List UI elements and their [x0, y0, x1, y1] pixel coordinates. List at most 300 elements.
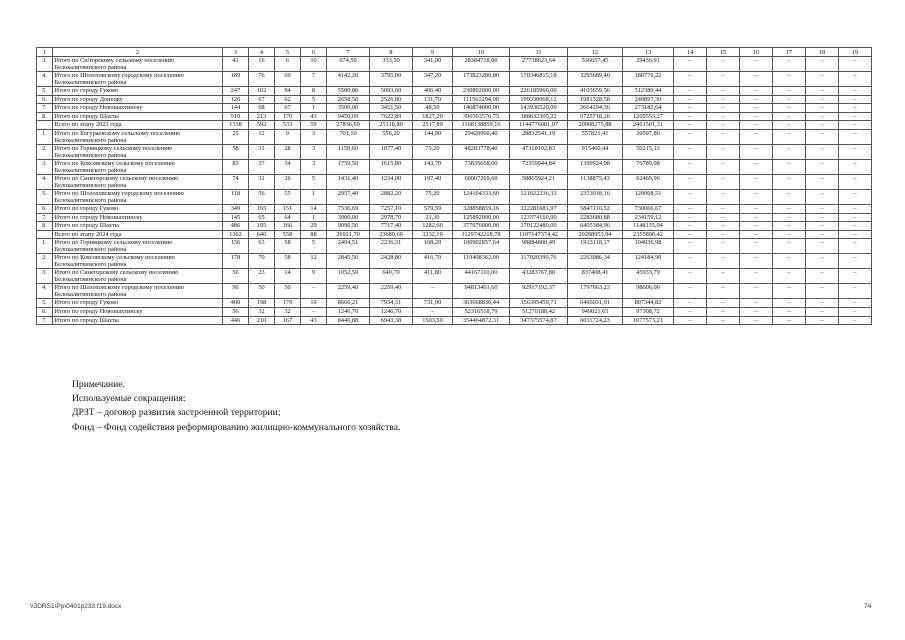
table-cell: 3500,00 — [327, 104, 370, 113]
table-cell: – — [773, 72, 806, 87]
table-cell: 7622,89 — [370, 112, 413, 121]
table-cell: – — [674, 112, 707, 121]
table-cell: – — [839, 213, 872, 222]
table-cell: – — [674, 230, 707, 239]
table-cell: 5. — [37, 87, 53, 96]
notes-block — [72, 378, 400, 435]
table-cell: 731,90 — [413, 299, 453, 308]
table-cell: 406,40 — [413, 87, 453, 96]
table-cell: – — [674, 121, 707, 130]
table-cell: – — [674, 104, 707, 113]
table-cell: – — [839, 121, 872, 130]
table-cell: 146874000,00 — [453, 104, 510, 113]
table-cell: 45933,79 — [623, 269, 674, 284]
table-cell: 26 — [275, 174, 301, 189]
table-cell: 143,70 — [413, 159, 453, 174]
table-cell: 10 — [301, 57, 327, 72]
table-cell: – — [707, 121, 740, 130]
table-cell: – — [806, 57, 839, 72]
table-cell: – — [806, 112, 839, 121]
table-cell: 341,00 — [413, 57, 453, 72]
table-cell: – — [773, 307, 806, 316]
table-cell: 1077573,21 — [623, 316, 674, 325]
table-cell: – — [740, 129, 773, 144]
table-cell: 52316518,79 — [453, 307, 510, 316]
table-cell: – — [839, 254, 872, 269]
table-cell: 41 — [223, 57, 249, 72]
table-cell: 198 — [249, 299, 275, 308]
table-cell: 151 — [275, 204, 301, 213]
table-cell: 58865924,21 — [510, 174, 568, 189]
table-cell: 104936,98 — [623, 239, 674, 254]
column-number-4: 4 — [249, 48, 275, 57]
table-cell: 58 — [275, 239, 301, 254]
table-cell: 56 — [223, 307, 249, 316]
table-cell: – — [773, 230, 806, 239]
notes-abbr-title: Используемые сокращения: — [72, 393, 186, 405]
table-cell: 1431,40 — [327, 174, 370, 189]
table-cell: 347375574,87 — [510, 316, 568, 325]
table-cell: 226185960,00 — [510, 87, 568, 96]
table-cell: 145 — [223, 213, 249, 222]
table-cell: 1503,50 — [413, 316, 453, 325]
table-cell: 2259,40 — [370, 284, 413, 299]
table-cell: 50 — [275, 284, 301, 299]
table-cell: – — [707, 230, 740, 239]
table-cell: – — [806, 72, 839, 87]
footer-file-path: \\3DRS1\Pp\0401p233.f19.docx — [30, 603, 122, 610]
table-cell: 512380,44 — [623, 87, 674, 96]
table-row — [37, 204, 872, 213]
table-cell: 180776,22 — [623, 72, 674, 87]
table-cell: 2978,70 — [370, 213, 413, 222]
table-cell: – — [839, 104, 872, 113]
table-cell: 2882,20 — [370, 189, 413, 204]
table-cell: 674,50 — [327, 57, 370, 72]
table-cell: 170346815,18 — [510, 72, 568, 87]
table-cell: 16 — [249, 57, 275, 72]
table-cell: – — [773, 222, 806, 231]
table-cell: 25318,80 — [370, 121, 413, 130]
table-cell: 102 — [249, 87, 275, 96]
table-cell: 121622236,33 — [510, 189, 568, 204]
table-cell: – — [740, 95, 773, 104]
table-cell: – — [839, 57, 872, 72]
table-cell: 58 — [275, 254, 301, 269]
table-cell: 807344,82 — [623, 299, 674, 308]
table-cell: 29 — [301, 222, 327, 231]
table-cell: 1615,80 — [370, 159, 413, 174]
table-cell: 143936520,00 — [510, 104, 568, 113]
table-cell: – — [740, 189, 773, 204]
table-cell: 2404,51 — [327, 239, 370, 254]
table-cell: 29420960,40 — [453, 129, 510, 144]
table-cell: – — [839, 222, 872, 231]
table-cell: – — [674, 204, 707, 213]
row-name-cell: Итого по Шолоховскому городскому поселению Белокалитвинского района — [53, 189, 223, 204]
table-cell: – — [740, 159, 773, 174]
table-cell: 21,30 — [413, 213, 453, 222]
row-name-cell: Итого по Синегорскому сельскому поселению Белокалитвинского района — [53, 174, 223, 189]
table-cell: 3 — [301, 159, 327, 174]
table-row — [37, 159, 872, 174]
table-cell: 94 — [275, 87, 301, 96]
table-cell: 111561294,00 — [453, 95, 510, 104]
column-number-17: 17 — [773, 48, 806, 57]
table-cell: – — [707, 316, 740, 325]
table-cell: 67 — [275, 104, 301, 113]
table-cell: – — [773, 254, 806, 269]
table-row — [37, 121, 872, 130]
row-name-cell: Всего по этапу 2023 года — [53, 121, 223, 130]
table-cell: 117020390,76 — [510, 254, 568, 269]
table-cell: – — [806, 159, 839, 174]
table-cell: 1168138859,16 — [453, 121, 510, 130]
column-number-10: 10 — [453, 48, 510, 57]
table-cell: 701,10 — [327, 129, 370, 144]
table-cell: 98606,00 — [623, 284, 674, 299]
table-cell: – — [674, 144, 707, 159]
table-cell: 210 — [249, 316, 275, 325]
table-cell: 5500,00 — [327, 87, 370, 96]
table-row — [37, 174, 872, 189]
table-cell: 173823280,80 — [453, 72, 510, 87]
table-cell: 2259,40 — [327, 284, 370, 299]
table-cell: 4. — [37, 174, 53, 189]
table-cell: 1. — [37, 129, 53, 144]
table-row — [37, 72, 872, 87]
table-cell: 356395459,71 — [510, 299, 568, 308]
table-cell: – — [707, 204, 740, 213]
column-number-14: 14 — [674, 48, 707, 57]
table-cell: 69 — [275, 72, 301, 87]
table-cell: 730066,67 — [623, 204, 674, 213]
column-number-15: 15 — [707, 48, 740, 57]
table-cell: 167 — [275, 316, 301, 325]
table-cell: 125892000,00 — [453, 213, 510, 222]
table-cell: – — [301, 307, 327, 316]
table-cell: – — [707, 269, 740, 284]
table-cell: – — [707, 239, 740, 254]
column-number-19: 19 — [839, 48, 872, 57]
table-cell: 23689,60 — [370, 230, 413, 239]
table-cell: 59 — [301, 121, 327, 130]
table-cell: 557821,41 — [568, 129, 623, 144]
table-cell: 1. — [37, 239, 53, 254]
table-cell: 1 — [301, 213, 327, 222]
table-row — [37, 189, 872, 204]
table-cell: 1981328,58 — [568, 95, 623, 104]
notes-line-fund: Фонд – Фонд содействия реформированию жилищно-коммунального хозяйства. — [72, 421, 401, 433]
table-cell: 67 — [249, 95, 275, 104]
table-cell: 124184,90 — [623, 254, 674, 269]
table-cell: 90 — [223, 284, 249, 299]
table-cell: 6 — [275, 57, 301, 72]
table-cell: 75,20 — [413, 189, 453, 204]
table-cell: 3 — [301, 144, 327, 159]
table-cell: 510 — [223, 112, 249, 121]
row-name-cell: Итого по Коксовскому сельскому поселению Белокалитвинского района — [53, 254, 223, 269]
column-number-13: 13 — [623, 48, 674, 57]
table-cell: 2428,80 — [370, 254, 413, 269]
table-cell: 48283778,40 — [453, 144, 510, 159]
table-cell: 949021,65 — [568, 307, 623, 316]
table-cell: – — [740, 57, 773, 72]
table-cell: 197,40 — [413, 174, 453, 189]
table-cell: 50215,13 — [623, 144, 674, 159]
table-cell: 28832541,19 — [510, 129, 568, 144]
table-cell: 213 — [249, 112, 275, 121]
table-cell: – — [740, 222, 773, 231]
table-cell: 44167110,00 — [453, 269, 510, 284]
table-cell: – — [806, 87, 839, 96]
table-cell: 6466031,91 — [568, 299, 623, 308]
table-cell: 5. — [37, 189, 53, 204]
row-name-cell: Итого по городу Новошахтинску — [53, 213, 223, 222]
footer-page-number: 74 — [864, 603, 872, 610]
table-cell: 1399924,08 — [568, 159, 623, 174]
table-cell: 2353018,16 — [568, 189, 623, 204]
table-cell: – — [740, 87, 773, 96]
table-cell: – — [674, 95, 707, 104]
table-cell: 2658,50 — [327, 95, 370, 104]
table-cell: – — [773, 284, 806, 299]
table-cell: 178 — [223, 254, 249, 269]
table-cell: – — [773, 213, 806, 222]
table-cell: – — [707, 159, 740, 174]
table-cell: – — [707, 95, 740, 104]
column-number-8: 8 — [370, 48, 413, 57]
table-cell: 8. — [37, 222, 53, 231]
table-cell: 170 — [275, 112, 301, 121]
table-cell: – — [839, 316, 872, 325]
table-cell: 62469,96 — [623, 174, 674, 189]
table-cell: 2. — [37, 144, 53, 159]
column-number-7: 7 — [327, 48, 370, 57]
table-cell: – — [806, 307, 839, 316]
table-cell: 29436,91 — [623, 57, 674, 72]
row-name-cell: Итого по городу Шахты — [53, 112, 223, 121]
table-cell: 3795,00 — [370, 72, 413, 87]
table-cell: 388632305,22 — [510, 112, 568, 121]
table-cell: 9 — [301, 269, 327, 284]
table-cell: 2845,50 — [327, 254, 370, 269]
table-cell: 6725718,26 — [568, 112, 623, 121]
table-cell: 98884800,49 — [510, 239, 568, 254]
table-cell: – — [773, 129, 806, 144]
table-cell: 1205553,27 — [623, 112, 674, 121]
table-cell: 83 — [223, 159, 249, 174]
table-cell: 4103659,56 — [568, 87, 623, 96]
row-name-cell: Итого по Синегорскому сельскому поселению Белокалитвинского района — [53, 269, 223, 284]
table-cell: 3000,00 — [327, 213, 370, 222]
table-cell: 230802000,00 — [453, 87, 510, 96]
table-cell: 1129742218,78 — [453, 230, 510, 239]
table-cell: 43283767,80 — [510, 269, 568, 284]
table-cell: 47318102,83 — [510, 144, 568, 159]
row-name-cell: Итого по Шолоховскому городскому поселению Белокалитвинского района — [53, 72, 223, 87]
table-cell: – — [773, 316, 806, 325]
table-cell: – — [740, 72, 773, 87]
table-cell: 56 — [249, 189, 275, 204]
table-cell: 12 — [249, 129, 275, 144]
table-cell: – — [806, 95, 839, 104]
table-cell: 396563576,75 — [453, 112, 510, 121]
table-cell: 9090,50 — [327, 222, 370, 231]
table-cell: 72359944,84 — [510, 159, 568, 174]
table-row — [37, 284, 872, 299]
table-cell: 65 — [249, 213, 275, 222]
table-cell: 646 — [249, 230, 275, 239]
table-cell: 9450,09 — [327, 112, 370, 121]
table-cell: – — [707, 284, 740, 299]
table-row — [37, 222, 872, 231]
table-row — [37, 57, 872, 72]
row-name-cell: Итого по городу Шахты — [53, 222, 223, 231]
column-number-18: 18 — [806, 48, 839, 57]
table-cell: – — [806, 104, 839, 113]
table-cell: – — [674, 72, 707, 87]
column-number-11: 11 — [510, 48, 568, 57]
row-name-cell: Итого по городу Донецку — [53, 95, 223, 104]
table-cell: – — [707, 72, 740, 87]
table-cell: 1282,60 — [413, 222, 453, 231]
table-cell: – — [806, 239, 839, 254]
table-cell: 5 — [301, 174, 327, 189]
table-cell: – — [707, 57, 740, 72]
table-cell: 189 — [223, 72, 249, 87]
notes-heading: Примечание. — [72, 379, 125, 390]
table-cell: 48,50 — [413, 104, 453, 113]
table-cell: – — [740, 254, 773, 269]
table-cell: 31 — [249, 174, 275, 189]
table-cell: – — [839, 269, 872, 284]
table-cell: 63 — [249, 239, 275, 254]
notes-line-drzt: ДРЗТ – договор развития застроенной территории; — [72, 407, 281, 419]
table-cell: – — [674, 174, 707, 189]
table-cell: 5 — [301, 95, 327, 104]
table-cell: 1 — [301, 104, 327, 113]
table-cell: 70 — [249, 254, 275, 269]
table-cell: – — [839, 230, 872, 239]
table-cell: 12 — [301, 254, 327, 269]
table-cell: – — [773, 95, 806, 104]
table-cell: – — [740, 230, 773, 239]
table-cell: 26921,70 — [327, 230, 370, 239]
table-cell: – — [839, 95, 872, 104]
table-cell: – — [707, 307, 740, 316]
table-cell: 234159,12 — [623, 213, 674, 222]
table-cell: – — [740, 104, 773, 113]
table-row — [37, 104, 872, 113]
table-cell: – — [773, 299, 806, 308]
table-cell: – — [674, 189, 707, 204]
table-cell: – — [707, 174, 740, 189]
table-cell: 55 — [275, 189, 301, 204]
table-cell: 28 — [275, 144, 301, 159]
table-cell: 129068,51 — [623, 189, 674, 204]
table-cell: – — [674, 299, 707, 308]
column-number-9: 9 — [413, 48, 453, 57]
table-cell: 23 — [249, 269, 275, 284]
table-row — [37, 87, 872, 96]
table-cell: 400 — [223, 299, 249, 308]
table-cell: 7536,69 — [327, 204, 370, 213]
table-cell: – — [674, 129, 707, 144]
row-name-cell: Итого по городу Шахты — [53, 316, 223, 325]
table-cell: – — [674, 316, 707, 325]
table-cell: – — [740, 213, 773, 222]
table-cell: – — [740, 239, 773, 254]
table-cell: 333,50 — [370, 57, 413, 72]
table-cell: 2526,80 — [370, 95, 413, 104]
table-cell: 2283680,88 — [568, 213, 623, 222]
table-cell: – — [674, 159, 707, 174]
table-cell: 168,20 — [413, 239, 453, 254]
table-cell: 1338 — [223, 121, 249, 130]
table-cell: 6. — [37, 307, 53, 316]
table-cell: – — [773, 87, 806, 96]
column-number-16: 16 — [740, 48, 773, 57]
table-cell: – — [773, 159, 806, 174]
table-cell: 7257,10 — [370, 204, 413, 213]
row-name-cell: Итого по городу Гуково — [53, 204, 223, 213]
table-cell: – — [773, 189, 806, 204]
table-cell: 51270188,42 — [510, 307, 568, 316]
table-cell: 5847110,52 — [568, 204, 623, 213]
row-name-cell: Итого по Богураевскому сельскому поселению Белокалитвинского района — [53, 129, 223, 144]
table-cell: – — [773, 121, 806, 130]
table-cell: – — [674, 254, 707, 269]
table-cell: – — [773, 144, 806, 159]
table-cell: 416,70 — [413, 254, 453, 269]
table-cell: 1797663,23 — [568, 284, 623, 299]
table-cell: – — [839, 112, 872, 121]
table-cell: – — [773, 204, 806, 213]
table-cell: – — [301, 284, 327, 299]
table-cell: 4. — [37, 72, 53, 87]
table-cell: – — [806, 284, 839, 299]
table-cell: – — [839, 159, 872, 174]
table-cell: 1362 — [223, 230, 249, 239]
table-cell: 5 — [301, 239, 327, 254]
table-cell: 370122480,00 — [510, 222, 568, 231]
row-name-cell: Итого по Сиזгорскому сельскому поселению Белокалитвинского района — [53, 57, 223, 72]
table-cell: 411,80 — [413, 269, 453, 284]
table-cell: 3295689,40 — [568, 72, 623, 87]
table-cell: 1144776081,97 — [510, 121, 568, 130]
table-cell: – — [674, 269, 707, 284]
table-cell: – — [707, 222, 740, 231]
table-cell: – — [707, 87, 740, 96]
table-cell: 349 — [223, 204, 249, 213]
table-cell: 73,20 — [413, 144, 453, 159]
header-row — [37, 48, 872, 57]
table-cell: – — [413, 284, 453, 299]
table-cell: 533 — [275, 121, 301, 130]
table-cell: 165 — [249, 204, 275, 213]
table-cell: 249897,30 — [623, 95, 674, 104]
table-cell: 4. — [37, 284, 53, 299]
table-cell: – — [740, 316, 773, 325]
table-cell: – — [674, 87, 707, 96]
table-cell: – — [740, 284, 773, 299]
table-cell: 118 — [223, 189, 249, 204]
table-cell: 1077,40 — [370, 144, 413, 159]
table-cell: – — [839, 307, 872, 316]
table-cell: 328858859,16 — [453, 204, 510, 213]
table-cell: 592 — [249, 121, 275, 130]
